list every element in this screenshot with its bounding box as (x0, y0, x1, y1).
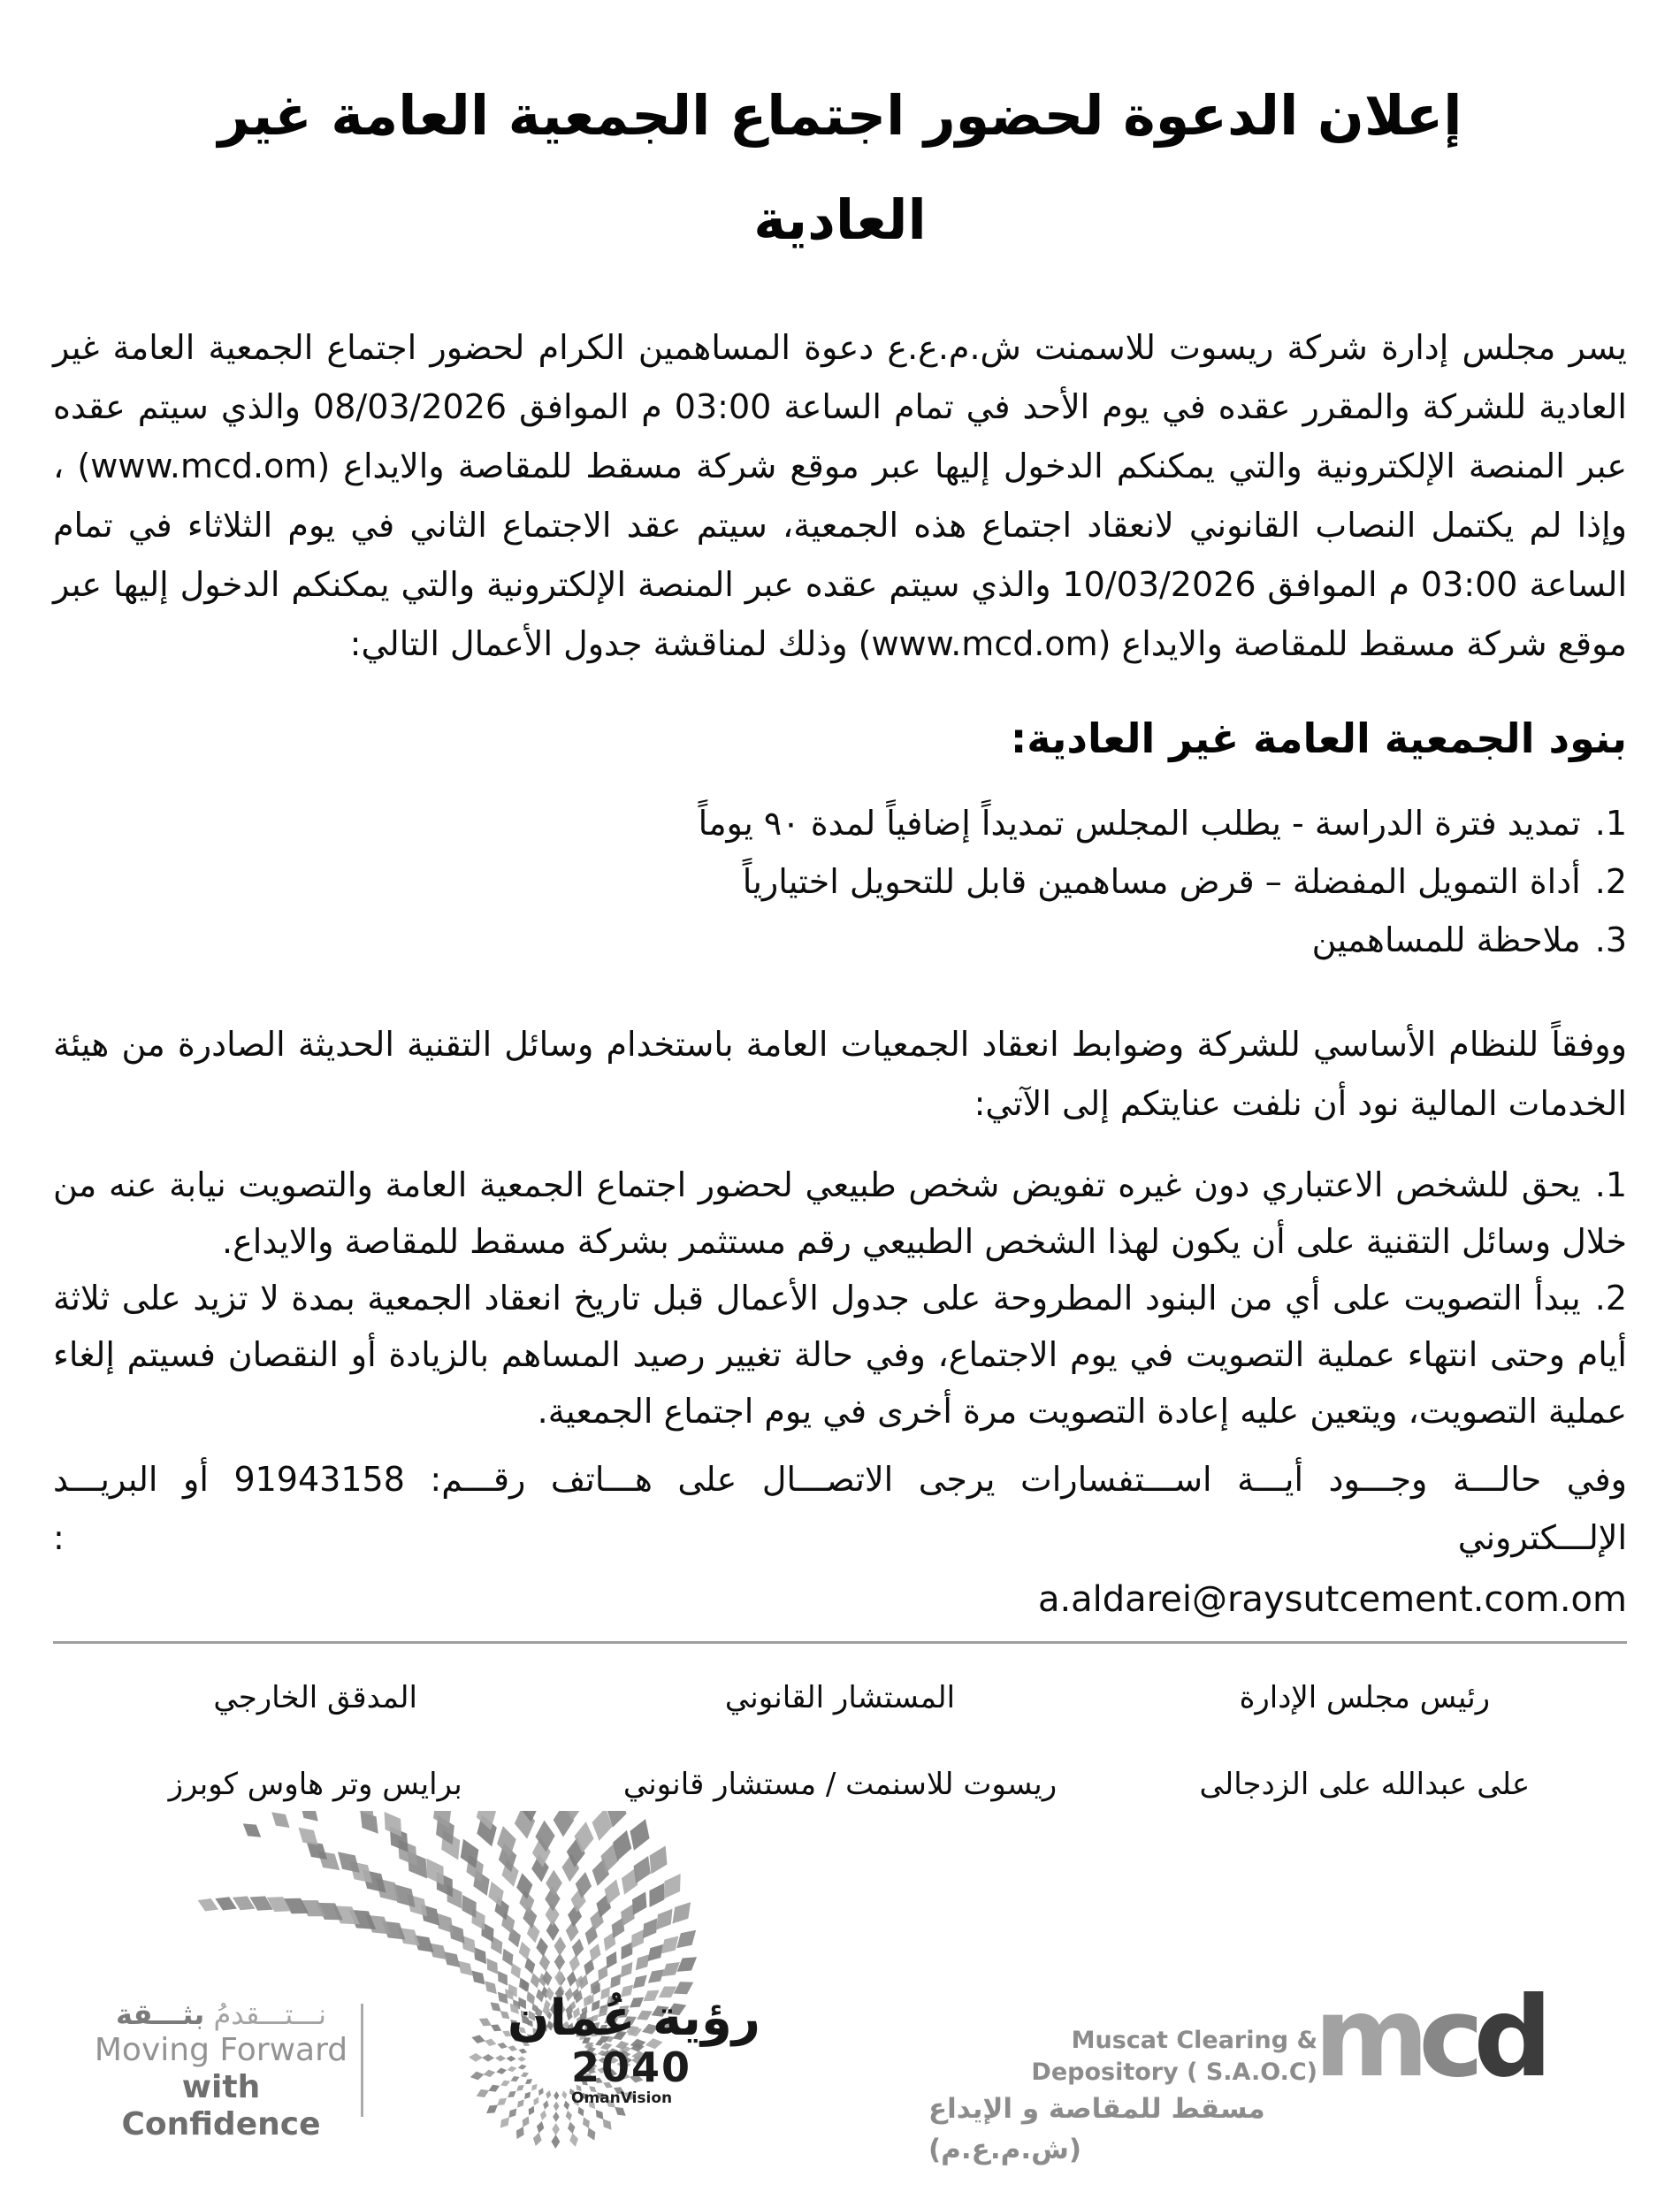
oman-vision-arabic-text: رؤية عُمان (507, 1990, 760, 2047)
agenda-item-text: أداة التمويل المفضلة – قرض مساهمين قابل للتحويل اختيارياً (742, 862, 1581, 901)
oman-vision-english-text: OmanVision (571, 2089, 673, 2107)
agenda-item (53, 794, 1627, 852)
mcd-letter-m: m (1314, 1974, 1419, 2102)
horizontal-rule (53, 1641, 1627, 1644)
agenda-heading: بنود الجمعية العامة غير العادية: (1010, 714, 1627, 762)
signature-name-chairman: على عبدالله على الزدجالى (1199, 1767, 1531, 1802)
note-item (53, 1157, 1627, 1270)
oman-vision-year: 2040 (571, 2043, 692, 2091)
page-title (53, 64, 1627, 272)
agenda-item-number: 3. (1594, 920, 1627, 959)
logo-divider-line (361, 2004, 363, 2117)
agenda-item-text: ملاحظة للمساهمين (1311, 920, 1581, 959)
contact-line (53, 1450, 1627, 1567)
signature-name-legal-advisor: ريسوت للاسنمت / مستشار قانوني (622, 1767, 1058, 1802)
agenda-item (53, 911, 1627, 969)
signature-name-external-auditor: برايس وتر هاوس كوبرز (168, 1767, 462, 1802)
signature-title-chairman: رئيس مجلس الإدارة (1239, 1680, 1491, 1715)
agenda-item-text: تمديد فترة الدراسة - يطلب المجلس تمديداً إضافياً لمدة ٩٠ يوماً (698, 804, 1581, 843)
moving-forward-arabic-tagline (88, 1997, 354, 2032)
mcd-arabic-name: مسقط للمقاصة و الإيداع (ش.م.ع.م) (928, 2093, 1265, 2165)
tagline-arabic-bold: بثـــقة (115, 1997, 205, 2031)
signature-title-legal-advisor: المستشار القانوني (724, 1680, 956, 1715)
phone-number: 91943158 (233, 1460, 405, 1499)
signature-title-external-auditor: المدقق الخارجي (213, 1680, 417, 1715)
signature-titles-row (53, 1667, 1627, 1729)
agenda-list (53, 794, 1627, 969)
note-item-text: يبدأ التصويت على أي من البنود المطروحة على جدول الأعمال قبل تاريخ انعقاد الجمعية بمدة لا تزيد على ثلاثة أيام وحتى انتهاء عملية التصويت في يوم الاجتماع، وفي حالة تغيير رصيد المساهم بالزيادة أو النقصان فسيتم إلغاء عملية التصويت، ويتعين عليه إعادة التصويت مرة أخرى في يوم اجتماع الجمعية. (53, 1279, 1627, 1431)
mcd-logo-text (928, 2025, 1317, 2170)
agenda-item-number: 1. (1594, 804, 1627, 843)
note-item-text: يحق للشخص الاعتباري دون غيره تفويض شخص طبيعي لحضور اجتماع الجمعية العامة والتصويت نيابة عنه من خلال وسائل التقنية على أن يكون لهذا الشخص الطبيعي رقم مستثمر بشركة مسقط للمقاصة والايداع. (53, 1165, 1627, 1261)
contact-text-after-phone: أو البريـــد الإلـــكتروني : (53, 1460, 1627, 1557)
tagline-arabic-light: نـــتـــقدمُ (204, 1997, 327, 2031)
note-item (53, 1270, 1627, 1440)
mcd-letter-d: d (1473, 1974, 1542, 2102)
agenda-item-number: 2. (1594, 862, 1627, 901)
mcd-letter-c: c (1418, 1974, 1474, 2102)
note-item-number: 1. (1594, 1165, 1627, 1204)
moving-forward-logo (88, 1997, 354, 2143)
page-title-line1: إعلان الدعوة لحضور اجتماع الجمعية العامة غير (218, 83, 1462, 148)
note-item-number: 2. (1594, 1279, 1627, 1317)
notes-list (53, 1157, 1627, 1440)
email-address: a.aldarei@raysutcement.com.om (1037, 1579, 1627, 1620)
agenda-item (53, 852, 1627, 911)
signature-names-row (53, 1752, 1627, 1815)
oman-vision-2040-logo (495, 1991, 760, 2108)
page-title-line2: العادية (753, 187, 927, 252)
intro-paragraph: يسر مجلس إدارة شركة ريسوت للاسمنت ش.م.ع.ع دعوة المساهمين الكرام لحضور اجتماع الجمعية العامة غير العادية للشركة والمقرر عقده في يوم الأحد في تمام الساعة 03:00 م الموافق 08/03/2026 والذي سيتم عقده عبر المنصة الإلكترونية والتي يمكنكم الدخول إليها عبر موقع شركة مسقط للمقاصة والايداع (www.mcd.om) ، وإذا لم يكتمل النصاب القانوني لانعقاد اجتماع هذه الجمعية، سيتم عقد الاجتماع الثاني في يوم الثلاثاء في تمام الساعة 03:00 م الموافق 10/03/2026 والذي سيتم عقده عبر المنصة الإلكترونية والتي يمكنكم الدخول إليها عبر موقع شركة مسقط للمقاصة والايداع (www.mcd.om) وذلك لمناقشة جدول الأعمال التالي: (53, 328, 1628, 663)
moving-forward-text: Moving Forward (94, 2032, 348, 2068)
with-confidence-text: with Confidence (121, 2069, 321, 2142)
contact-text-before-phone: وفي حالـــة وجـــود أيـــة اســـتفسارات يرجى الاتصـــال على هـــاتف رقـــم: (404, 1460, 1627, 1499)
mcd-english-name: Muscat Clearing & Depository ( S.A.O.C) (1031, 2027, 1317, 2086)
mcd-wordmark-icon (1314, 1974, 1542, 2102)
regulations-paragraph: ووفقاً للنظام الأساسي للشركة وضوابط انعقاد الجمعيات العامة باستخدام وسائل التقنية الحديثة الصادرة من هيئة الخدمات المالية نود أن نلفت عنايتكم إلى الآتي: (53, 1025, 1627, 1123)
